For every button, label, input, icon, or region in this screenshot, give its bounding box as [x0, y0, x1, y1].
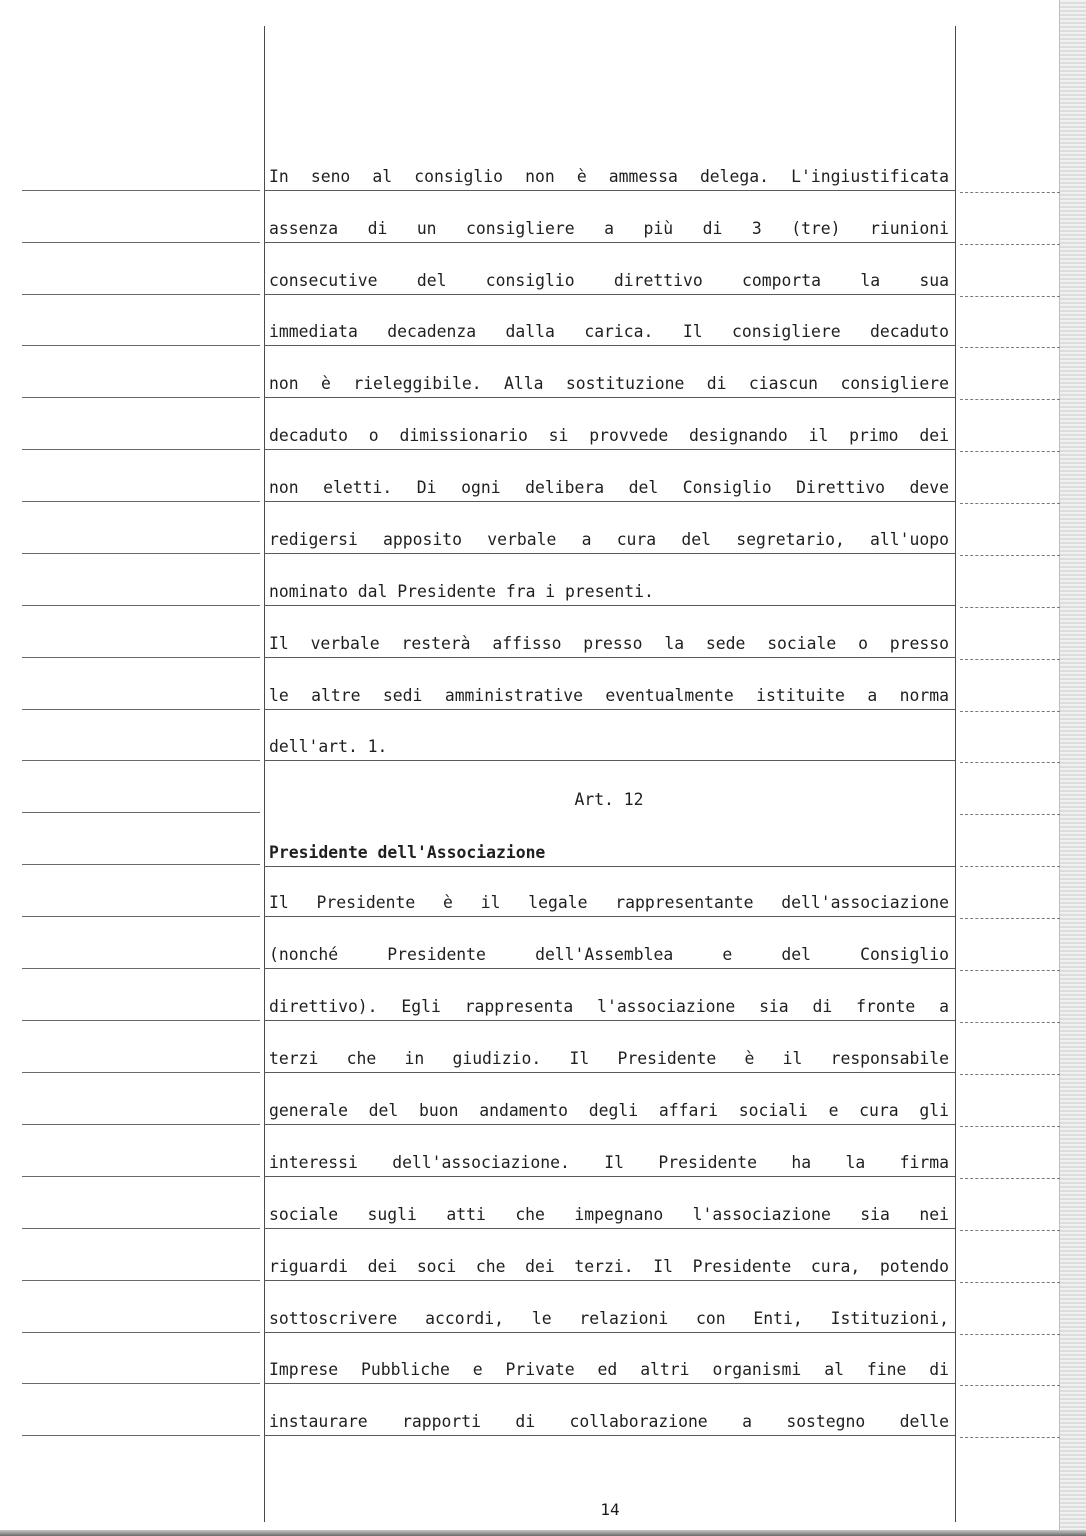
text-line: decaduto o dimissionario si provvede designando il primo dei: [269, 426, 949, 445]
margin-rule: [22, 657, 260, 658]
section-title: Presidente dell'Associazione: [269, 843, 546, 862]
text-rule: [264, 760, 955, 761]
margin-rule: [22, 605, 260, 606]
text-line: non eletti. Di ogni delibera del Consiglio Direttivo deve: [269, 478, 949, 497]
text-line: direttivo). Egli rappresenta l'associazione sia di fronte a: [269, 997, 949, 1016]
text-rule: [264, 294, 955, 295]
margin-rule: [960, 1178, 1060, 1180]
margin-rule: [22, 501, 260, 502]
margin-rule: [22, 242, 260, 243]
margin-rule: [22, 1020, 260, 1021]
margin-rule: [22, 1176, 260, 1177]
margin-rule: [22, 449, 260, 450]
text-line: redigersi apposito verbale a cura del segretario, all'uopo: [269, 530, 949, 549]
text-rule: [264, 916, 955, 917]
text-line: generale del buon andamento degli affari sociali e cura gli: [269, 1101, 949, 1120]
margin-rule: [22, 812, 260, 813]
text-rule: [264, 242, 955, 243]
text-line: consecutive del consiglio direttivo comporta la sua: [269, 271, 949, 290]
text-rule: [264, 1072, 955, 1073]
margin-rule: [22, 345, 260, 346]
margin-rule: [22, 709, 260, 710]
text-line: interessi dell'associazione. Il Presidente ha la firma: [269, 1153, 949, 1172]
margin-rule: [960, 711, 1060, 713]
margin-rule: [960, 1282, 1060, 1284]
margin-rule: [960, 1385, 1060, 1387]
margin-rule: [22, 916, 260, 917]
margin-rule: [960, 970, 1060, 972]
page-bottom-edge: [0, 1530, 1086, 1536]
text-rule: [264, 1176, 955, 1177]
text-rule: [264, 605, 955, 606]
margin-rule: [22, 553, 260, 554]
margin-rule: [960, 1074, 1060, 1076]
margin-rule: [22, 1072, 260, 1073]
text-rule: [264, 449, 955, 450]
margin-rule: [22, 760, 260, 761]
text-line: Il Presidente è il legale rappresentante dell'associazione: [269, 893, 949, 912]
margin-rule: [960, 1022, 1060, 1024]
margin-rule: [960, 1126, 1060, 1128]
text-rule: [264, 1383, 955, 1384]
text-rule: [264, 397, 955, 398]
text-line: non è rieleggibile. Alla sostituzione di ciascun consigliere: [269, 374, 949, 393]
text-line: le altre sedi amministrative eventualmente istituite a norma: [269, 686, 949, 705]
page-number: 14: [600, 1500, 620, 1519]
text-rule: [264, 1280, 955, 1281]
right-margin-rule: [955, 26, 956, 1522]
article-heading: Art. 12: [574, 790, 644, 809]
margin-rule: [960, 296, 1060, 298]
text-rule: [264, 866, 955, 867]
margin-rule: [960, 814, 1060, 816]
margin-rule: [22, 397, 260, 398]
margin-rule: [22, 864, 260, 865]
text-rule: [264, 553, 955, 554]
margin-rule: [22, 1383, 260, 1384]
text-rule: [264, 1020, 955, 1021]
text-rule: [264, 501, 955, 502]
margin-rule: [960, 762, 1060, 764]
text-line: In seno al consiglio non è ammessa delega. L'ingiustificata: [269, 167, 949, 186]
text-line: riguardi dei soci che dei terzi. Il Presidente cura, potendo: [269, 1257, 949, 1276]
margin-rule: [960, 347, 1060, 349]
margin-rule: [960, 503, 1060, 505]
margin-rule: [22, 1280, 260, 1281]
margin-rule: [22, 294, 260, 295]
text-line: Il verbale resterà affisso presso la sede sociale o presso: [269, 634, 949, 653]
margin-rule: [22, 1332, 260, 1333]
margin-rule: [960, 866, 1060, 868]
text-rule: [264, 1228, 955, 1229]
margin-rule: [960, 1230, 1060, 1232]
margin-rule: [22, 1435, 260, 1436]
margin-rule: [22, 968, 260, 969]
text-line: Imprese Pubbliche e Private ed altri organismi al fine di: [269, 1360, 949, 1379]
text-line: dell'art. 1.: [269, 737, 388, 756]
margin-rule: [960, 1334, 1060, 1336]
text-line: sottoscrivere accordi, le relazioni con Enti, Istituzioni,: [269, 1309, 949, 1328]
margin-rule: [960, 607, 1060, 609]
text-line: nominato dal Presidente fra i presenti.: [269, 582, 654, 601]
text-line: immediata decadenza dalla carica. Il consigliere decaduto: [269, 322, 949, 341]
margin-rule: [960, 918, 1060, 920]
margin-rule: [22, 1124, 260, 1125]
text-rule: [264, 657, 955, 658]
margin-rule: [960, 244, 1060, 246]
text-line: (nonché Presidente dell'Assemblea e del Consiglio: [269, 945, 949, 964]
text-rule: [264, 1124, 955, 1125]
text-line: terzi che in giudizio. Il Presidente è il responsabile: [269, 1049, 949, 1068]
text-rule: [264, 345, 955, 346]
margin-rule: [960, 1437, 1060, 1439]
margin-rule: [22, 190, 260, 191]
text-rule: [264, 968, 955, 969]
text-rule: [264, 190, 955, 191]
text-rule: [264, 709, 955, 710]
margin-rule: [960, 555, 1060, 557]
margin-rule: [960, 399, 1060, 401]
margin-rule: [22, 1228, 260, 1229]
left-margin-rule: [264, 26, 265, 1522]
margin-rule: [960, 659, 1060, 661]
text-line: assenza di un consigliere a più di 3 (tre) riunioni: [269, 219, 949, 238]
margin-rule: [960, 451, 1060, 453]
text-line: instaurare rapporti di collaborazione a sostegno delle: [269, 1412, 949, 1431]
margin-rule: [960, 192, 1060, 194]
page-binding-edge: [1059, 0, 1086, 1536]
text-rule: [264, 1435, 955, 1436]
text-rule: [264, 1332, 955, 1333]
text-line: sociale sugli atti che impegnano l'associazione sia nei: [269, 1205, 949, 1224]
